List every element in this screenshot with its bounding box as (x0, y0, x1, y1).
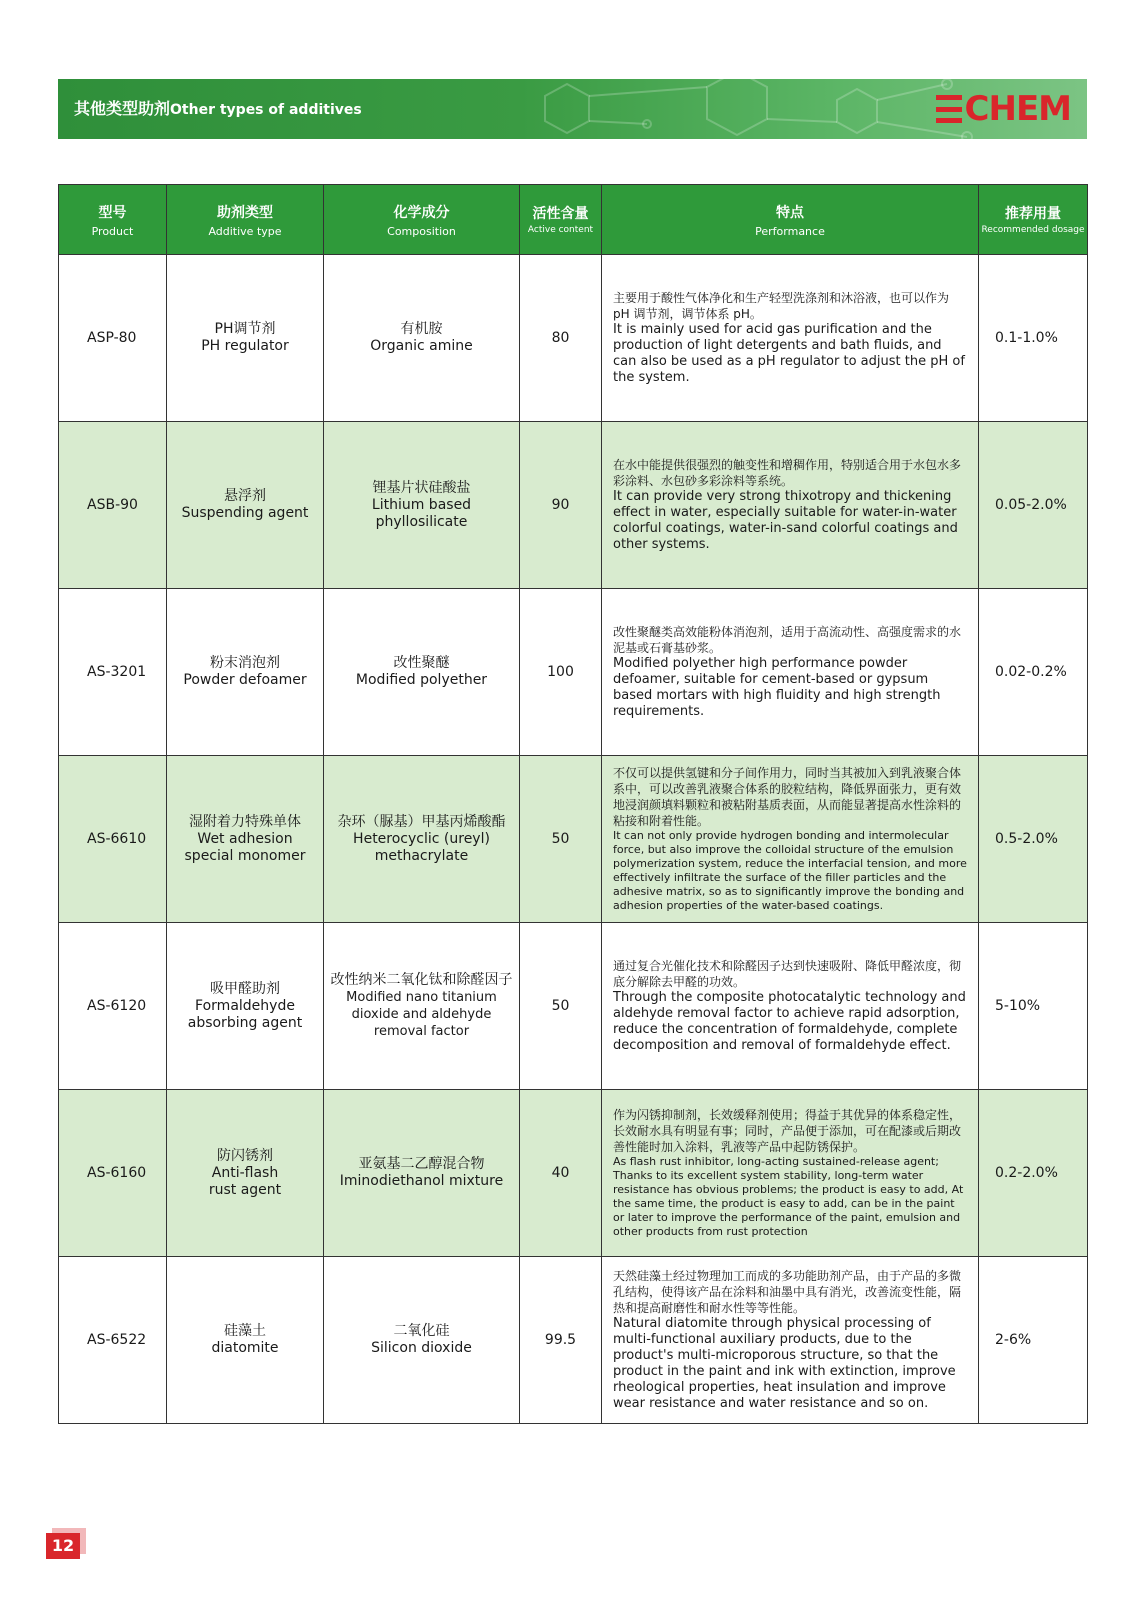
table-row (59, 255, 1088, 422)
composition: 亚氨基二乙醇混合物 Iminodiethanol mixture (324, 1090, 520, 1257)
product-code: AS-6522 (59, 1257, 167, 1424)
product-code: AS-6120 (59, 923, 167, 1090)
recommended-dosage: 5-10% (979, 923, 1088, 1090)
table-row (59, 1090, 1088, 1257)
product-table (58, 184, 1088, 1424)
active-content: 90 (520, 422, 602, 589)
recommended-dosage: 0.1-1.0% (979, 255, 1088, 422)
composition: 改性纳米二氧化钛和除醛因子 Modified nano titanium dioxide and aldehyde removal factor (324, 923, 520, 1090)
brand-logo (936, 89, 1071, 129)
logo-text: CHEM (964, 89, 1071, 129)
performance: 作为闪锈抑制剂，长效缓释剂使用；得益于其优异的体系稳定性，长效耐水具有明显有事；同时，产品便于添加，可在配漆或后期改善性能时加入涂料，乳液等产品中起防锈保护。 As flash rust inhibitor, long-acting sustained-release agent; Thanks to its excellent system stability, long-term water resistance has obvious problems; the product is easy to add, At the same time, the product is easy to add, can be in the paint or later to improve the performance of the paint, emulsion and other products from rust protection (602, 1090, 979, 1257)
composition: 杂环（脲基）甲基丙烯酸酯 Heterocyclic (ureyl) methacrylate (324, 756, 520, 923)
logo-bars-icon (936, 95, 962, 123)
table-row (59, 422, 1088, 589)
composition: 有机胺 Organic amine (324, 255, 520, 422)
header-active-content: 活性含量 Active content (520, 185, 602, 255)
section-title-en: Other types of additives (170, 102, 362, 118)
active-content: 50 (520, 756, 602, 923)
composition: 锂基片状硅酸盐 Lithium based phyllosilicate (324, 422, 520, 589)
section-banner (58, 79, 1087, 139)
header-composition: 化学成分 Composition (324, 185, 520, 255)
product-code: ASB-90 (59, 422, 167, 589)
section-title (74, 96, 362, 119)
recommended-dosage: 0.05-2.0% (979, 422, 1088, 589)
product-code: AS-3201 (59, 589, 167, 756)
performance: 主要用于酸性气体净化和生产轻型洗涤剂和沐浴液，也可以作为 pH 调节剂，调节体系 pH。 It is mainly used for acid gas purification and the production of light detergents and bath fluids, and can also be used as a pH regulator to adjust the pH of the system. (602, 255, 979, 422)
performance: 天然硅藻土经过物理加工而成的多功能助剂产品，由于产品的多微孔结构，使得该产品在涂料和油墨中具有消光，改善流变性能，隔热和提高耐磨性和耐水性等等性能。 Natural diatomite through physical processing of multi-functional auxiliary products, due to the product's multi-microporous structure, so that the product in the paint and ink with extinction, improve rheological properties, heat insulation and improve wear resistance and water resistance and so on. (602, 1257, 979, 1424)
product-code: AS-6610 (59, 756, 167, 923)
page-number: 12 (46, 1533, 80, 1559)
table-row (59, 756, 1088, 923)
header-additive-type: 助剂类型 Additive type (167, 185, 324, 255)
active-content: 40 (520, 1090, 602, 1257)
product-code: ASP-80 (59, 255, 167, 422)
section-title-zh: 其他类型助剂 (74, 99, 171, 118)
active-content: 80 (520, 255, 602, 422)
table-row (59, 923, 1088, 1090)
header-performance: 特点 Performance (602, 185, 979, 255)
additive-type: 湿附着力特殊单体 Wet adhesion special monomer (167, 756, 324, 923)
additive-type: 粉末消泡剂 Powder defoamer (167, 589, 324, 756)
table-row (59, 1257, 1088, 1424)
active-content: 99.5 (520, 1257, 602, 1424)
active-content: 100 (520, 589, 602, 756)
recommended-dosage: 0.5-2.0% (979, 756, 1088, 923)
composition: 二氧化硅 Silicon dioxide (324, 1257, 520, 1424)
additive-type: 硅藻土 diatomite (167, 1257, 324, 1424)
composition: 改性聚醚 Modified polyether (324, 589, 520, 756)
product-code: AS-6160 (59, 1090, 167, 1257)
additive-type: 悬浮剂 Suspending agent (167, 422, 324, 589)
performance: 在水中能提供很强烈的触变性和增稠作用，特别适合用于水包水多彩涂料、水包砂多彩涂料等系统。 It can provide very strong thixotropy and thickening effect in water, especially suitable for water-in-water colorful coatings, water-in-sand colorful coatings and other systems. (602, 422, 979, 589)
recommended-dosage: 2-6% (979, 1257, 1088, 1424)
additive-type: PH调节剂 PH regulator (167, 255, 324, 422)
recommended-dosage: 0.02-0.2% (979, 589, 1088, 756)
performance: 通过复合光催化技术和除醛因子达到快速吸附、降低甲醛浓度，彻底分解除去甲醛的功效。 Through the composite photocatalytic technology and aldehyde removal factor to achieve rapid adsorption, reduce the concentration of formaldehyde, complete decomposition and removal of formaldehyde effect. (602, 923, 979, 1090)
performance: 不仅可以提供氢键和分子间作用力，同时当其被加入到乳液聚合体系中，可以改善乳液聚合体系的胶粒结构，降低界面张力，更有效地浸润颜填料颗粒和被粘附基质表面，从而能显著提高水性涂料的粘接和附着性能。 It can not only provide hydrogen bonding and intermolecular force, but also improve the colloidal structure of the emulsion polymerization system, reduce the interfacial tension, and more effectively infiltrate the surface of the filler particles and the adhesive matrix, so as to significantly improve the bonding and adhesion properties of the water-based coatings. (602, 756, 979, 923)
table-row (59, 589, 1088, 756)
recommended-dosage: 0.2-2.0% (979, 1090, 1088, 1257)
additive-type: 防闪锈剂 Anti-flash rust agent (167, 1090, 324, 1257)
performance: 改性聚醚类高效能粉体消泡剂，适用于高流动性、高强度需求的水泥基或石膏基砂浆。 Modified polyether high performance powder defoamer, suitable for cement-based or gypsum based mortars with high fluidity and high strength requirements. (602, 589, 979, 756)
active-content: 50 (520, 923, 602, 1090)
additive-type: 吸甲醛助剂 Formaldehyde absorbing agent (167, 923, 324, 1090)
header-product: 型号 Product (59, 185, 167, 255)
header-dosage: 推荐用量 Recommended dosage (979, 185, 1088, 255)
table-header-row (59, 185, 1088, 255)
